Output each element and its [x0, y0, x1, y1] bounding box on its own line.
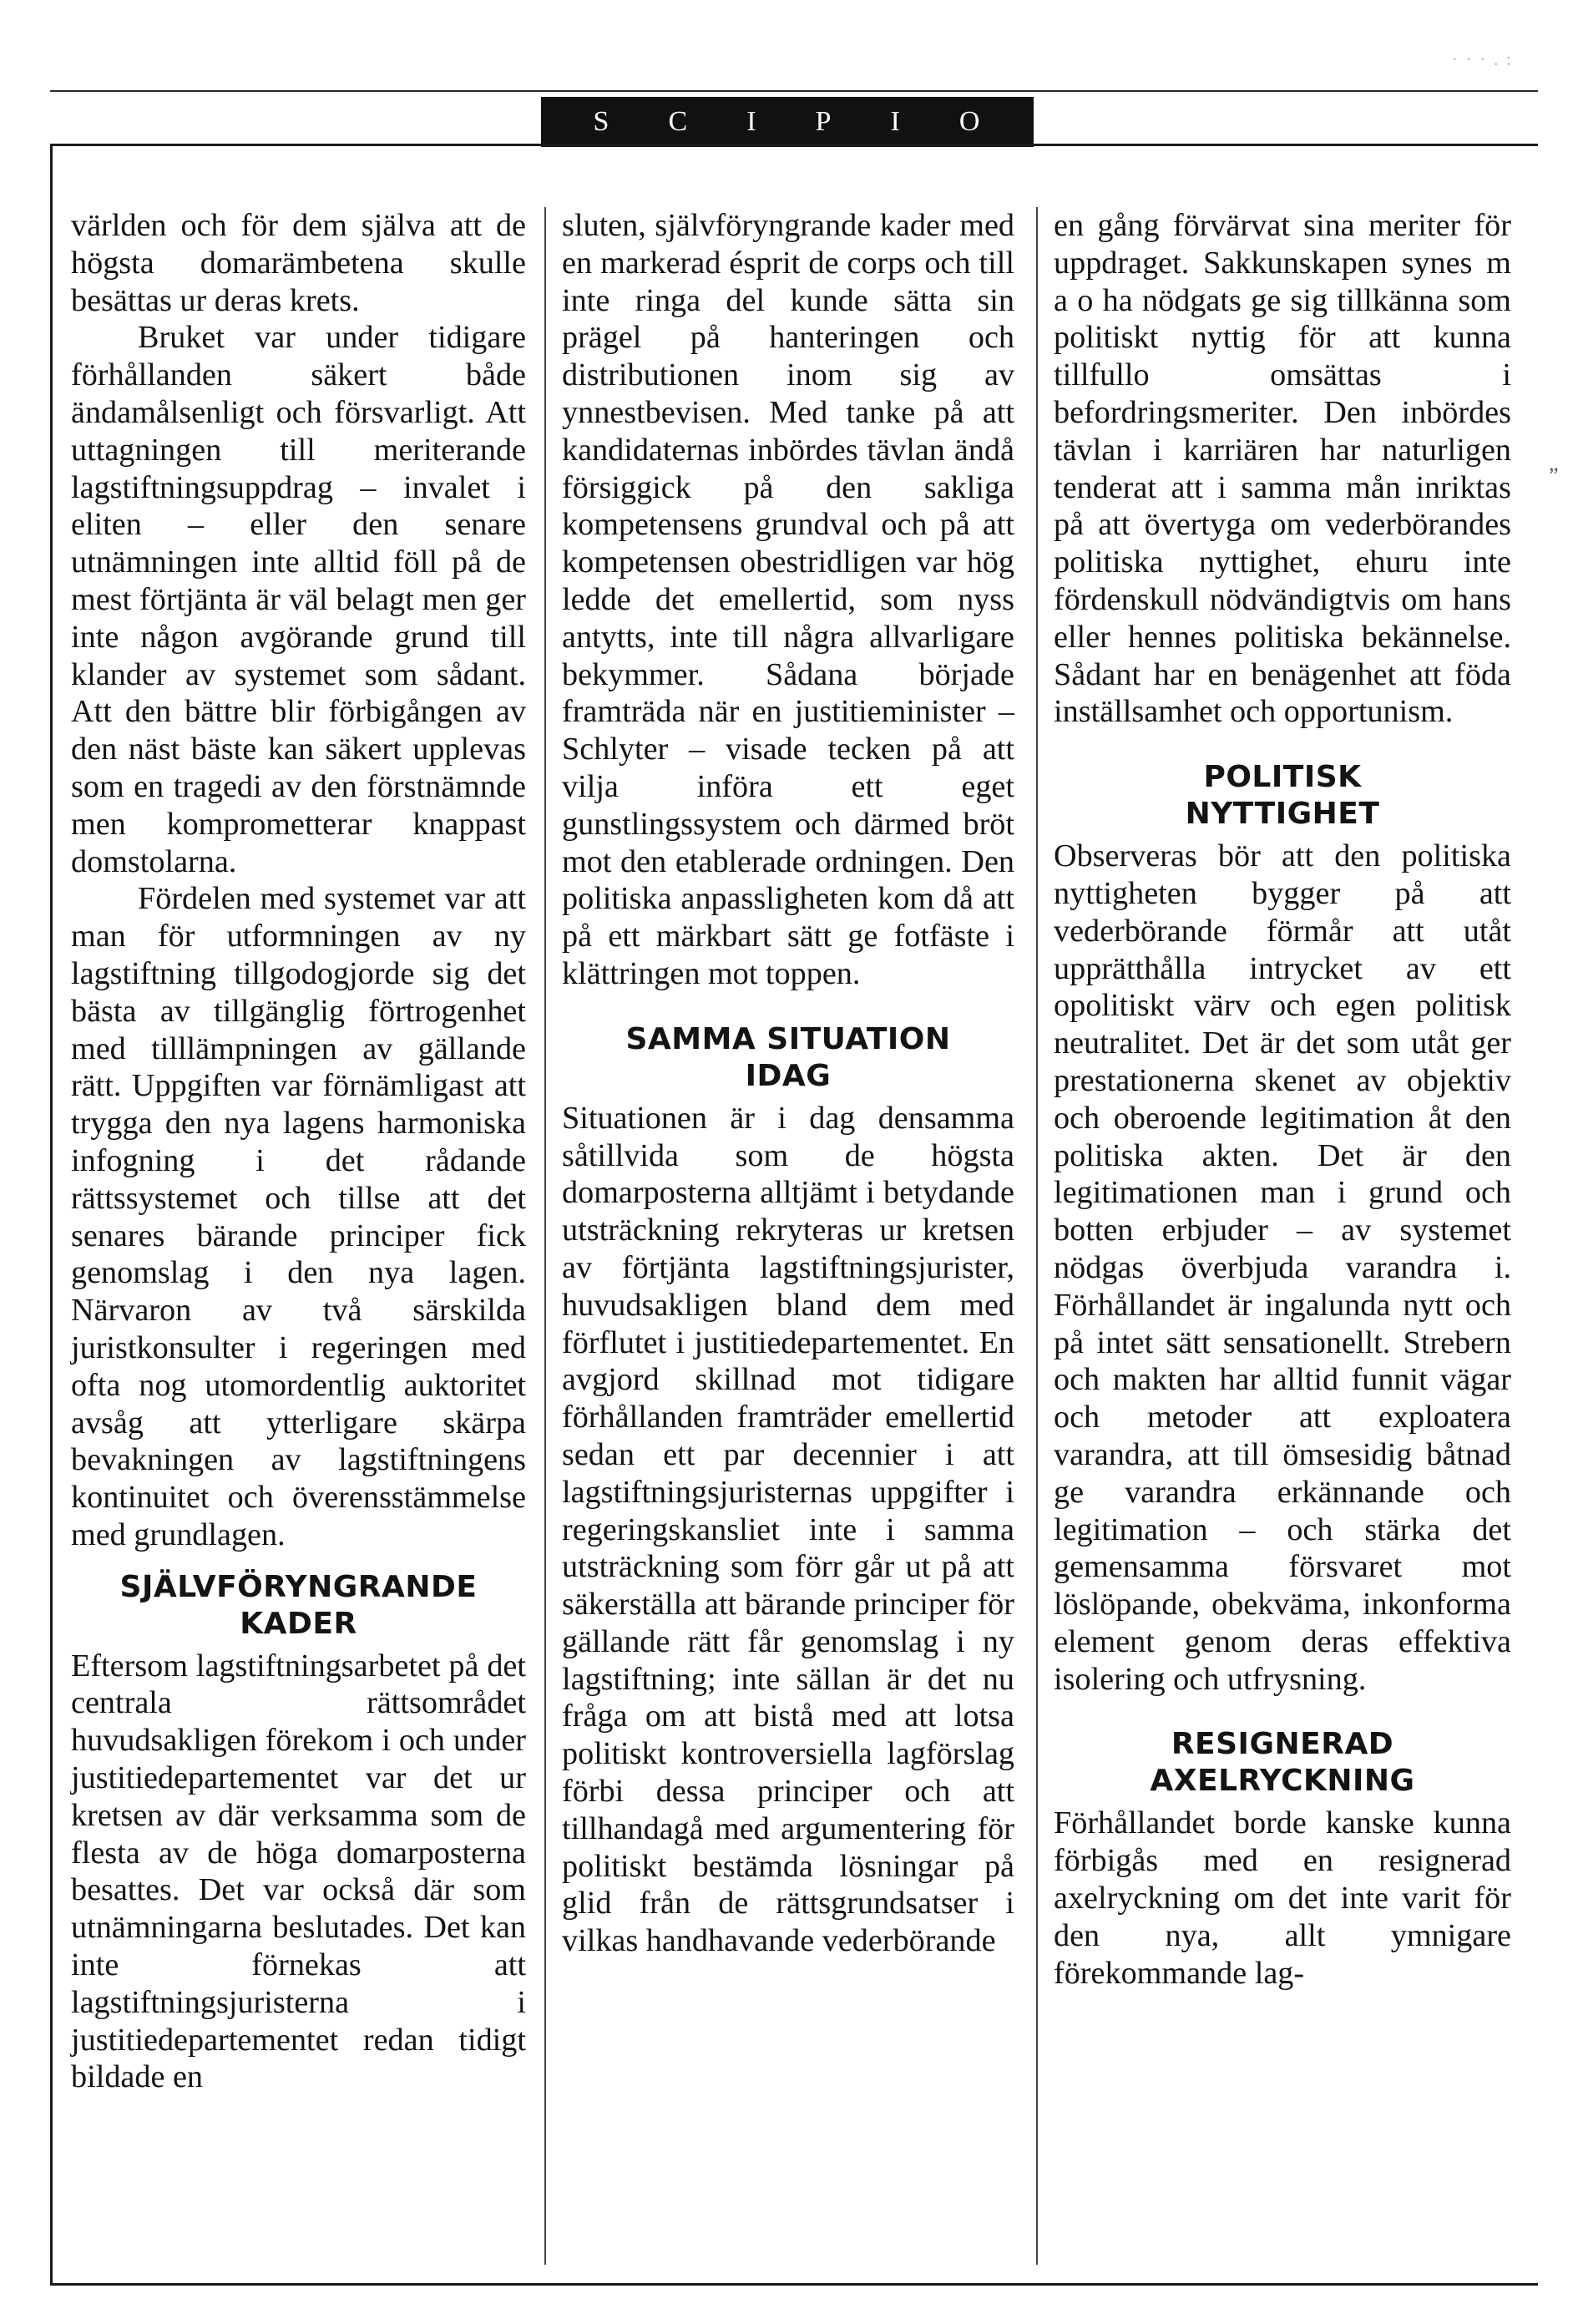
article-column-1	[71, 207, 526, 2096]
frame-left-border	[50, 144, 53, 2286]
paragraph: världen och för dem själva att de högsta domarämbetena skulle besättas ur deras krets.	[71, 208, 526, 318]
paragraph: Observeras bör att den politiska nyttigheten bygger på att vederbörande förmår att utåt upprätthålla intrycket av ett opolitiskt värv och egen politisk neutralitet. Det är det som utåt ger prestationerna skenet av objektiv och oberoende legitimation åt den politiska akten. Det är den legitimationen man i grund och botten erbjuder – av systemet nödgas överbjuda varandra i. Förhållandet är ingalunda nytt och på intet sätt sensationellt. Strebern och makten har alltid funnit vägar och metoder att exploatera varandra, att till ömsesidig båtnad ge varandra erkännande och legitimation – och stärka det gemensamma försvaret mot löslöpande, obekväma, inkonforma element genom deras effektiva isolering och utfrysning.	[1054, 838, 1511, 1697]
article-column-3	[1054, 207, 1511, 1992]
section-heading-line: RESIGNERAD	[1171, 1727, 1394, 1762]
masthead-letter: I	[890, 106, 902, 137]
paragraph: Förhållandet borde kanske kunna förbigås med en resignerad axelryckning om det inte varit för den nya, allt ymnigare förekommande lag-	[1054, 1805, 1511, 1991]
column-divider	[544, 207, 546, 2265]
frame-bottom-border	[50, 2283, 1538, 2286]
section-heading-line: NYTTIGHET	[1185, 797, 1380, 832]
section-heading-line: IDAG	[745, 1058, 832, 1093]
masthead-letter: P	[815, 106, 833, 137]
section-heading-line: AXELRYCKNING	[1150, 1764, 1415, 1799]
paragraph: Bruket var under tidigare förhållanden säkert både ändamålsenligt och försvarligt. Att uttagningen till meriterande lagstiftningsuppdrag – invalet i eliten – eller den senare utnämningen inte alltid föll på de mest förtjänta är väl belagt men ger inte någon avgörande grund till klander av systemet som sådant. Att den bättre blir förbigången av den näst bäste kan säkert upplevas som en tragedi av den förstnämnde men komprometterar knappast domstolarna.	[71, 320, 526, 879]
section-heading-line: POLITISK	[1203, 760, 1362, 795]
section-heading-line: KADER	[240, 1606, 357, 1641]
scan-artifact: · · · . :	[1451, 48, 1513, 69]
frame-top-border	[50, 144, 1538, 146]
paragraph: Fördelen med systemet var att man för utformningen av ny lagstiftning tillgodogjorde sig det bästa av tillgänglig förtrogenhet med tilllämpningen av gällande rätt. Uppgiften var förnämligast att trygga den nya lagens harmoniska infogning i det rådande rättssystemet och tillse att det senares bärande principer fick genomslag i den nya lagen. Närvaron av två särskilda juristkonsulter i regeringen med ofta nog utomordentlig auktoritet avsåg att ytterligare skärpa bevakningen av lagstiftningens kontinuitet och överensstämmelse med grundlagen.	[71, 881, 526, 1552]
masthead-letter: S	[593, 106, 611, 137]
paragraph: sluten, självföryngrande kader med en markerad ésprit de corps och till inte ringa del kunde sätta sin prägel på hanteringen och distributionen inom sig av ynnestbevisen. Med tanke på att kandidaternas inbördes tävlan ändå försiggick på den sakliga kompetensens grundval och på att kompetensen obestridligen var hög ledde det emellertid, som nyss antytts, inte till några allvarligare bekymmer. Sådana började framträda när en justitieminister – Schlyter – visade tecken på att vilja införa ett eget gunstlingssystem och därmed bröt mot den etablerade ordningen. Den politiska anpassligheten kom då att på ett märkbart sätt ge fotfäste i klättringen mot toppen.	[562, 208, 1014, 991]
column-divider	[1036, 207, 1038, 2265]
top-rule	[50, 90, 1538, 92]
masthead-scipio	[541, 97, 1034, 147]
masthead-letter: O	[958, 106, 982, 137]
paragraph: Eftersom lagstiftningsarbetet på det centrala rättsområdet huvudsakligen förekom i och under justitiedepartementet var det ur kretsen av där verksamma som de flesta av de höga domarposterna besattes. Det var också där som utnämningarna beslutades. Det kan inte förnekas att lagstiftningsjuristerna i justitiedepartementet redan tidigt bildade en	[71, 1648, 526, 2095]
masthead-letter: I	[746, 106, 758, 137]
article-column-2	[562, 207, 1014, 1960]
section-heading-line: SAMMA SITUATION	[625, 1021, 951, 1056]
masthead-letter: C	[668, 106, 690, 137]
paragraph: Situationen är i dag densamma såtillvida som de högsta domarposterna alltjämt i betydande utsträckning rekryteras ur kretsen av förtjänta lagstiftningsjurister, huvudsakligen bland dem med förflutet i justitiedepartementet. En avgjord skillnad mot tidigare förhållanden framträder emellertid sedan ett par decennier i att lagstiftningsjuristernas uppgifter i regeringskansliet inte i samma utsträckning som förr går ut på att säkerställa att bärande principer för gällande rätt får genomslag i ny lagstiftning; inte sällan är det nu fråga om att bistå med att lotsa politiskt kontroversiella lagförslag förbi dessa principer och att tillhandagå med argumentering för politiskt bestämda lösningar på glid från de rättsgrundsatser i vilkas handhavande vederbörande	[562, 1100, 1014, 1959]
section-heading-line: SJÄLVFÖRYNGRANDE	[119, 1569, 478, 1604]
margin-mark: „	[1549, 451, 1559, 475]
paragraph: en gång förvärvat sina meriter för uppdraget. Sakkunskapen synes m a o ha nödgats ge sig tillkänna som politiskt nyttig för att kunna tillfullo omsättas i befordringsmeriter. Den inbördes tävlan i karriären har naturligen tenderat att i samma mån inriktas på att övertyga om vederbörandes politiska nyttighet, ehuru inte fördenskull nödvändigtvis om hans eller hennes politiska bekännelse. Sådant har en benägenhet att föda inställsamhet och opportunism.	[1054, 208, 1511, 730]
